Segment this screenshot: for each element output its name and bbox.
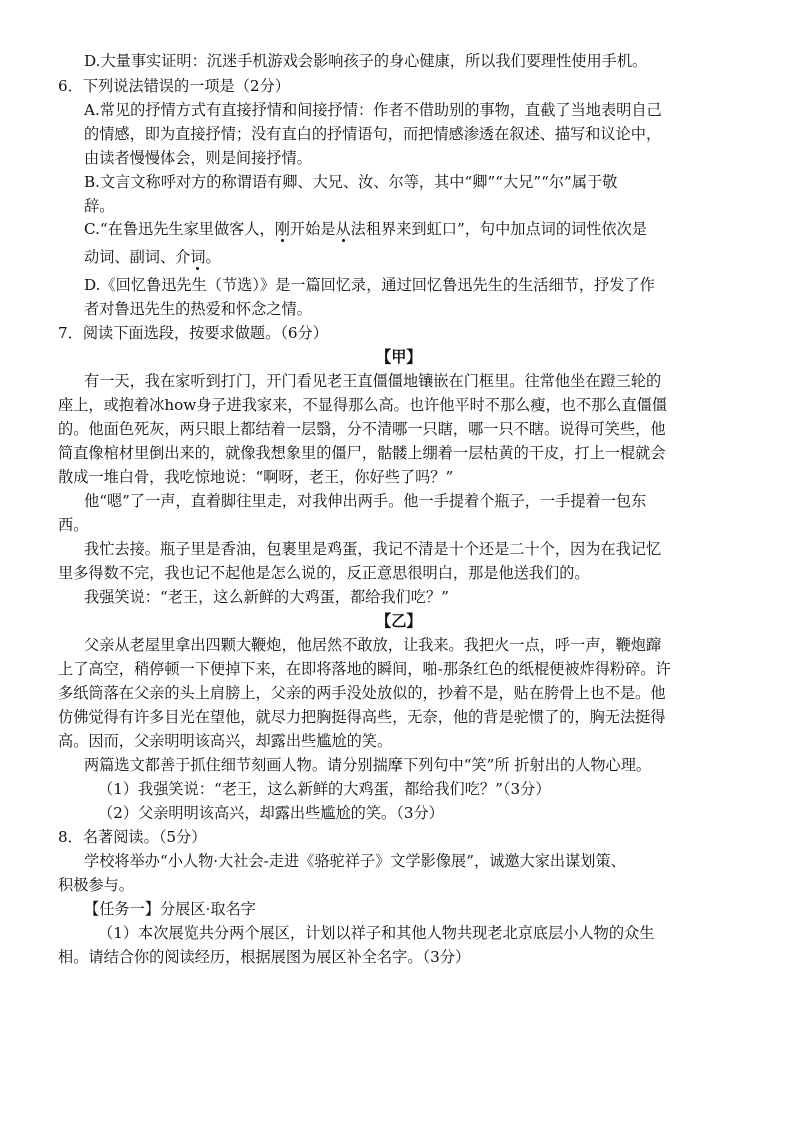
q6-c-text: 。 xyxy=(205,248,221,266)
q6-option-a-line1: A.常见的抒情方式有直接抒情和间接抒情：作者不借助别的事物，直截了当地表明自己 xyxy=(84,101,662,119)
q6-option-c-line2 xyxy=(84,246,221,268)
yi-p1-line5: 高。因而，父亲明明该高兴，却露出些尴尬的笑。 xyxy=(58,732,393,750)
jia-p2-line1: 他“嗯”了一声，直着脚往里走，对我伸出两手。他一手提着个瓶子，一手提着一包东 xyxy=(84,492,647,510)
q7-sub-question-1: （1）我强笑说：“老王，这么新鲜的大鸡蛋，都给我们吃？”（3分） xyxy=(98,780,551,798)
q6-option-b-line1: B.文言文称呼对方的称谓语有卿、大兄、汝、尔等，其中“卿”“大兄”“尔”属于敬 xyxy=(84,173,618,191)
yi-p1-line3: 多纸筒落在父亲的头上肩膀上，父亲的两手没处放似的，抄着不是，贴在胯骨上也不是。他 xyxy=(58,684,666,702)
q8-stem: 8．名著阅读。（5分） xyxy=(58,828,207,846)
q6-option-d-line1: D.《回忆鲁迅先生（节选）》是一篇回忆录，通过回忆鲁迅先生的生活细节，抒发了作 xyxy=(84,276,655,294)
q7-sub-question-2: （2）父亲明明该高兴，却露出些尴尬的笑。（3分） xyxy=(98,804,444,822)
q6-stem: 6．下列说法错误的一项是（2分） xyxy=(58,77,290,95)
q8-sub1-line2: 相。请结合你的阅读经历，根据展图为展区补全名字。（3分） xyxy=(58,948,471,966)
q8-intro-line2: 积极参与。 xyxy=(58,876,134,894)
dotted-word-cong: 从 xyxy=(335,220,351,238)
q6-option-a-line2: 的情感，即为直接抒情；没有直白的抒情语句，而把情感渗透在叙述、描写和议论中， xyxy=(84,125,662,143)
q6-c-text: 法租界来到虹口”，句中加点词的词性依次是 xyxy=(350,220,647,238)
q6-option-d-line2: 者对鲁迅先生的热爱和怀念之情。 xyxy=(84,300,312,318)
jia-p3-line1: 我忙去接。瓶子里是香油，包裹里是鸡蛋，我记不清是十个还是二十个，因为在我记忆 xyxy=(84,540,662,558)
jia-p1-line1: 有一天，我在家听到打门，开门看见老王直僵僵地镶嵌在门框里。往常他坐在蹬三轮的 xyxy=(84,372,662,390)
q6-c-text: C.“在鲁迅先生家里做客人， xyxy=(84,220,275,238)
yi-p1-line4: 仿佛觉得有许多目光在望他，就尽力把胸挺得高些，无奈，他的背是驼惯了的，胸无法挺得 xyxy=(58,708,666,726)
q6-option-c-line1 xyxy=(84,218,647,240)
yi-p1-line1: 父亲从老屋里拿出四颗大鞭炮，他居然不敢放，让我来。我把火一点，呼一声，鞭炮蹿 xyxy=(84,636,662,654)
jia-p2-line2: 西。 xyxy=(58,516,89,534)
q8-intro-line1: 学校将举办“小人物·大社会-走进《骆驼祥子》文学影像展”，诚邀大家出谋划策、 xyxy=(84,852,626,870)
jia-p1-line5: 散成一堆白骨，我吃惊地说：“啊呀，老王，你好些了吗？” xyxy=(58,468,454,486)
q6-c-text: 动词、副词、介 xyxy=(84,248,191,266)
q5-option-d: D.大量事实证明：沉迷手机游戏会影响孩子的身心健康，所以我们要理性使用手机。 xyxy=(84,52,648,70)
q8-task-1: 【任务一】分展区·取名字 xyxy=(84,900,256,918)
passage-yi-title: 【乙】 xyxy=(376,612,422,630)
jia-p1-line3: 的。他面色死灰，两只眼上都结着一层翳，分不清哪一只瞎，哪一只不瞎。说得可笑些，他 xyxy=(58,420,666,438)
dotted-word-ci: 词 xyxy=(190,248,206,266)
passage-jia-title: 【甲】 xyxy=(376,348,422,366)
q6-c-text: 开始是 xyxy=(289,220,336,238)
jia-p1-line4: 简直像棺材里倒出来的，就像我想象里的僵尸，骷髅上绷着一层枯黄的干皮，打上一棍就会 xyxy=(58,444,666,462)
q7-task: 两篇选文都善于抓住细节刻画人物。请分别揣摩下列句中“笑”所 折射出的人物心理。 xyxy=(84,756,652,774)
q7-stem: 7．阅读下面选段，按要求做题。（6分） xyxy=(58,324,328,342)
q6-option-a-line3: 由读者慢慢体会，则是间接抒情。 xyxy=(84,149,312,167)
yi-p1-line2: 上了高空，稍停顿一下便掉下来，在即将落地的瞬间，啪-那条红色的纸棍便被炸得粉碎。许 xyxy=(58,660,671,678)
dotted-word-gang: 刚 xyxy=(274,220,290,238)
jia-p3-line2: 里多得数不完，我也记不起他是怎么说的，反正意思很明白，那是他送我们的。 xyxy=(58,564,590,582)
jia-p1-line2: 座上，或抱着冰how身子进我家来，不显得那么高。也许他平时不那么瘦，也不那么直僵僵 xyxy=(58,396,668,414)
q6-option-b-line2: 辞。 xyxy=(84,197,115,215)
jia-p4: 我强笑说：“老王，这么新鲜的大鸡蛋，都给我们吃？” xyxy=(84,588,449,606)
q8-sub1-line1: （1）本次展览共分两个展区，计划以祥子和其他人物共现老北京底层小人物的众生 xyxy=(98,924,655,942)
